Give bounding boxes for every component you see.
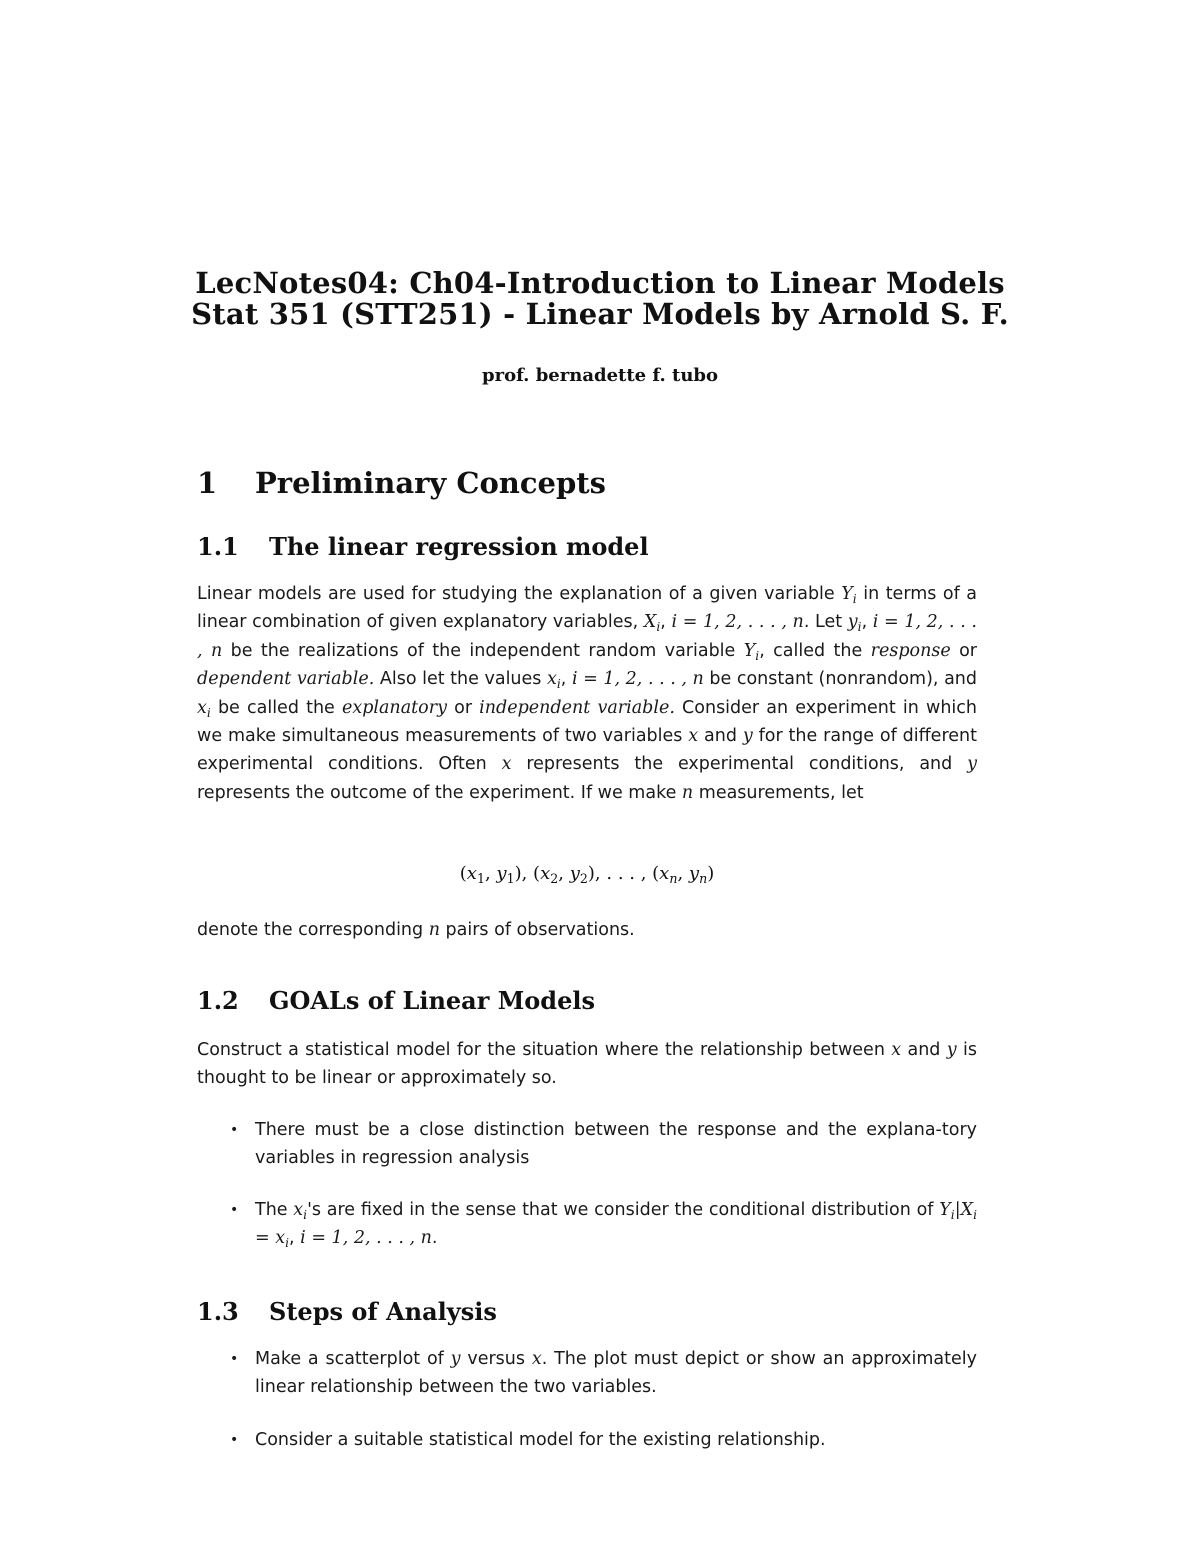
subsection-number: 1.2 — [197, 986, 239, 1015]
eq-part: ) — [707, 863, 715, 884]
section-heading-1 — [197, 466, 606, 500]
math-sub: i — [755, 648, 760, 663]
eq-sub: 2 — [550, 871, 559, 886]
section-number: 1 — [197, 466, 218, 500]
title-block — [0, 268, 1200, 330]
text: Also let the values — [374, 669, 547, 690]
math-sub: i — [950, 1208, 955, 1222]
math: x — [197, 697, 207, 718]
text: versus — [460, 1349, 532, 1369]
math-sub: i — [973, 1208, 977, 1222]
section-title: Preliminary Concepts — [255, 466, 606, 500]
math: y — [847, 612, 858, 633]
list-item — [197, 1345, 977, 1402]
eq-part: , — [677, 863, 689, 884]
text: or — [446, 697, 480, 718]
subsection-heading-1-2 — [197, 986, 595, 1015]
eq-part: y — [688, 863, 700, 884]
math: = x — [255, 1228, 286, 1249]
subsection-heading-1-3 — [197, 1297, 497, 1326]
text: Consider an experiment in which we make simultaneous measurements of two variables — [197, 697, 977, 747]
text: , — [560, 669, 572, 690]
text: , — [289, 1228, 301, 1249]
math-sub: i — [656, 620, 661, 635]
text: for the range of different experimental conditions. Often — [197, 726, 977, 775]
text: and — [901, 1040, 947, 1060]
emphasis: independent variable. — [479, 697, 675, 718]
bullet-icon: • — [230, 1432, 239, 1448]
eq-part: ( — [459, 863, 467, 884]
math: x — [891, 1040, 902, 1060]
subsection-title: Steps of Analysis — [269, 1297, 497, 1326]
math: y — [946, 1040, 957, 1060]
text: , called the — [759, 640, 871, 661]
text: . — [431, 1228, 438, 1249]
title-line-1: LecNotes04: Ch04-Introduction to Linear Models — [195, 266, 1005, 300]
math: |X — [954, 1200, 974, 1220]
text: The — [255, 1200, 294, 1220]
math-sub: i — [857, 620, 862, 635]
text: is thought to be linear or approximately so. — [197, 1040, 977, 1089]
text: , — [861, 612, 873, 633]
eq-part: y — [569, 863, 580, 884]
math-sub: i — [206, 705, 211, 720]
text: be constant (nonrandom), and — [703, 669, 978, 690]
math: y — [967, 754, 977, 775]
text: 's are fixed in the sense that we consider the conditional distribution of — [307, 1200, 940, 1220]
title-line-2: Stat 351 (STT251) - Linear Models by Arnold S. F. — [191, 297, 1009, 331]
goals-bullet-list — [197, 1116, 977, 1173]
math: x — [501, 754, 512, 775]
text: measurements, let — [693, 782, 864, 803]
text: be called the — [210, 697, 342, 718]
text: . The plot must depict or show an approximately linear relationship between the two variables. — [255, 1349, 977, 1398]
paragraph-intro — [197, 580, 977, 807]
subsection-title: GOALs of Linear Models — [269, 986, 595, 1015]
eq-part: x — [659, 863, 670, 884]
text: , — [660, 612, 672, 633]
goals-bullet-list-2 — [197, 1196, 977, 1253]
author: prof. bernadette f. tubo — [482, 365, 718, 386]
eq-sub: 1 — [476, 871, 485, 886]
steps-bullet-list — [197, 1345, 977, 1402]
math: Y — [939, 1200, 951, 1220]
eq-part: ), ( — [514, 863, 541, 884]
math: i = 1, 2, . . . , n — [571, 669, 704, 690]
text: be the realizations of the independent random variable — [222, 640, 744, 661]
math-sub: i — [303, 1208, 308, 1222]
text: Make a scatterplot of — [255, 1349, 451, 1369]
emphasis: response — [870, 640, 951, 661]
text: Linear models are used for studying the explanation of a given variable — [197, 584, 842, 604]
eq-sub: 2 — [579, 871, 588, 886]
math-sub: i — [285, 1236, 290, 1251]
math: X — [643, 612, 657, 633]
eq-part: x — [466, 863, 477, 884]
math: i = 1, 2, . . . , n — [197, 612, 977, 661]
text: Construct a statistical model for the situation where the relationship between — [197, 1040, 892, 1060]
subsection-heading-1-1 — [197, 532, 649, 561]
text: pairs of observations. — [439, 920, 635, 940]
eq-part: y — [496, 863, 507, 884]
eq-sub: n — [699, 871, 708, 886]
math: i = 1, 2, . . . , n — [671, 612, 804, 633]
eq-part: ), . . . , ( — [587, 863, 660, 884]
text: and — [698, 726, 743, 747]
list-item — [197, 1116, 977, 1173]
math: x — [293, 1200, 304, 1220]
math: x — [547, 669, 557, 690]
math: i = 1, 2, . . . , n — [300, 1228, 432, 1249]
eq-part: , — [558, 863, 570, 884]
list-item — [197, 1196, 977, 1253]
math-sub: i — [852, 592, 857, 606]
math: n — [681, 782, 694, 803]
text: There must be a close distinction between the response and the explana-tory variables in regression analysis — [255, 1120, 977, 1169]
text: denote the corresponding — [197, 920, 429, 940]
eq-sub: 1 — [506, 871, 515, 886]
bullet-icon: • — [230, 1202, 239, 1218]
math: x — [531, 1349, 542, 1369]
text: represents the outcome of the experiment. If we make — [197, 782, 682, 803]
math: Y — [841, 584, 853, 604]
subsection-number: 1.1 — [197, 532, 239, 561]
eq-part: x — [540, 863, 551, 884]
bullet-icon: • — [230, 1351, 239, 1367]
math: y — [450, 1349, 461, 1369]
eq-sub: n — [669, 871, 678, 886]
text: . Let — [803, 612, 848, 633]
math: x — [688, 726, 699, 747]
emphasis: explanatory — [341, 697, 447, 718]
list-item — [197, 1426, 977, 1454]
text: represents the experimental conditions, and — [511, 754, 968, 775]
math-sub: i — [556, 677, 561, 692]
text: Consider a suitable statistical model for the existing relationship. — [255, 1430, 826, 1450]
text: or — [950, 640, 978, 661]
bullet-icon: • — [230, 1122, 239, 1138]
subsection-title: The linear regression model — [269, 532, 649, 561]
paragraph-pairs — [197, 916, 977, 944]
display-equation — [197, 863, 977, 884]
paragraph-goals — [197, 1036, 977, 1093]
text: in terms of a linear combination of given explanatory variables, — [197, 584, 978, 633]
math: y — [742, 726, 753, 747]
steps-bullet-list-2 — [197, 1426, 977, 1454]
subsection-number: 1.3 — [197, 1297, 239, 1326]
math: Y — [743, 640, 756, 661]
eq-part: , — [484, 863, 497, 884]
math: n — [428, 920, 440, 940]
emphasis: dependent variable. — [197, 669, 375, 690]
